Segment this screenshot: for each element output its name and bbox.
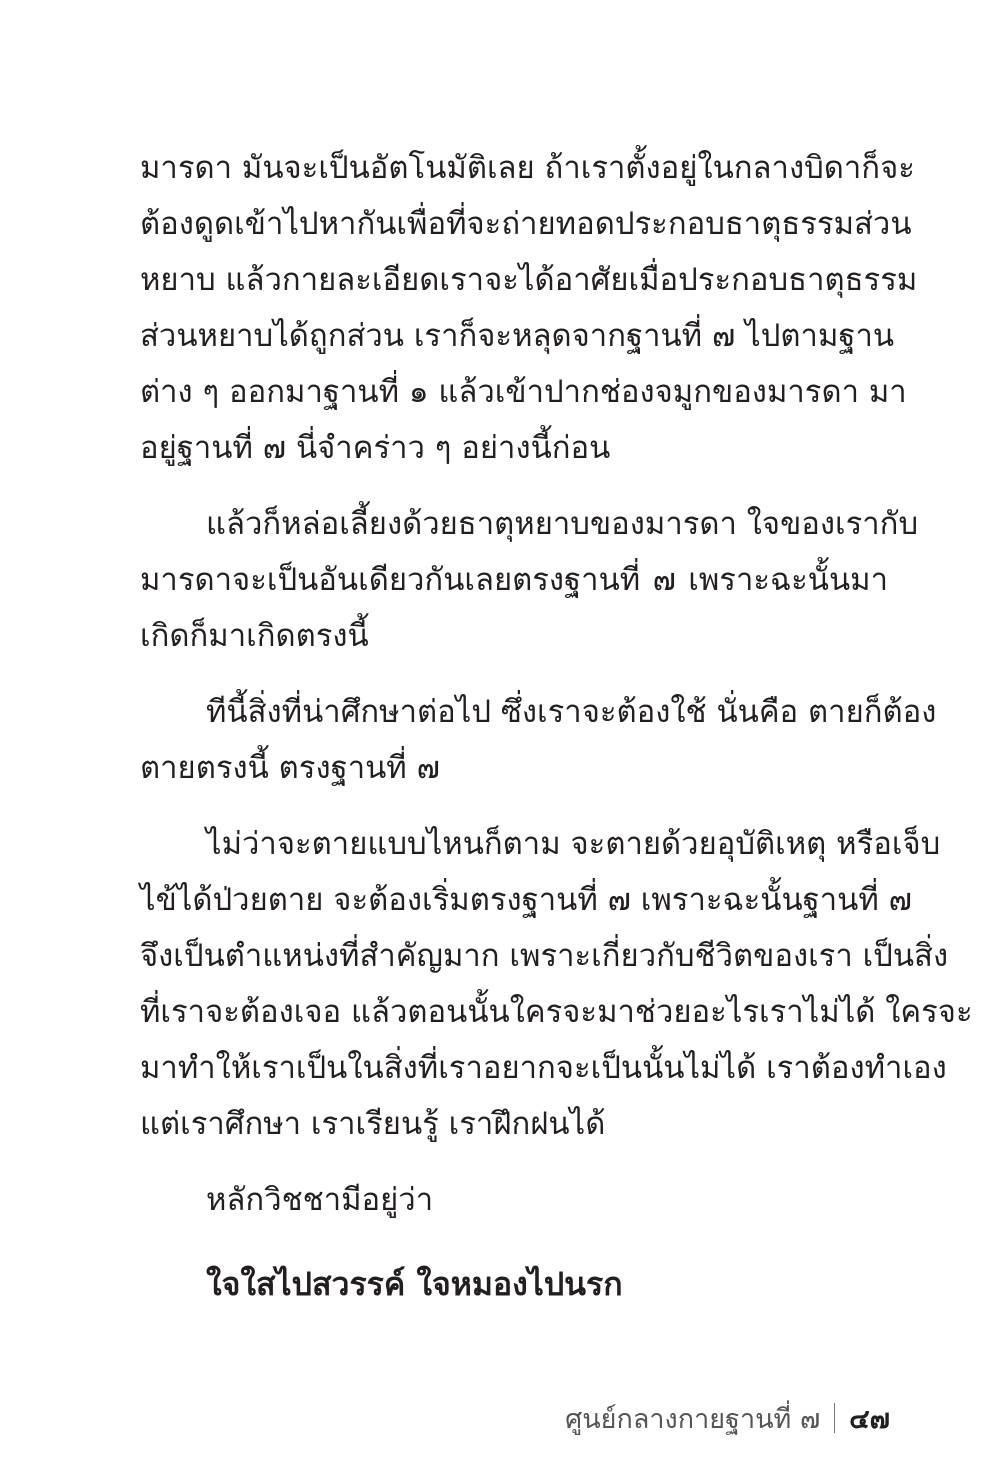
text-line: เกิดก็มาเกิดตรงนี้ — [140, 618, 369, 654]
text-line: ที่เราจะต้องเจอ แล้วตอนนั้นใครจะมาช่วยอะไรเราไม่ได้ ใครจะ — [140, 994, 973, 1030]
text-line: ไม่ว่าจะตายแบบไหนก็ตาม จะตายด้วยอุบัติเหตุ หรือเจ็บ — [206, 826, 941, 862]
section-heading: ใจใสไปสวรรค์ ใจหมองไปนรก — [206, 1265, 623, 1303]
text-line: แต่เราศึกษา เราเรียนรู้ เราฝึกฝนได้ — [140, 1106, 606, 1142]
paragraph-1 — [140, 140, 918, 476]
text-line: มารดา มันจะเป็นอัตโนมัติเลย ถ้าเราตั้งอยู่ในกลางบิดาก็จะ — [140, 150, 915, 186]
paragraph-2 — [140, 496, 919, 664]
text-line: ตายตรงนี้ ตรงฐานที่ ๗ — [140, 750, 440, 786]
paragraph-3 — [140, 684, 937, 796]
text-line: อยู่ฐานที่ ๗ นี่จำคร่าว ๆ อย่างนี้ก่อน — [140, 430, 611, 466]
text-line: แล้วก็หล่อเลี้ยงด้วยธาตุหยาบของมารดา ใจของเรากับ — [206, 506, 919, 542]
footer-divider — [834, 1403, 835, 1433]
page-footer — [565, 1398, 890, 1438]
paragraph-5 — [140, 1172, 888, 1228]
text-line: ไข้ได้ป่วยตาย จะต้องเริ่มตรงฐานที่ ๗ เพราะฉะนั้นฐานที่ ๗ — [140, 882, 912, 918]
text-line: ทีนี้สิ่งที่น่าศึกษาต่อไป ซึ่งเราจะต้องใช้ นั่นคือ ตายก็ต้อง — [206, 694, 937, 730]
paragraph-4 — [140, 816, 973, 1152]
text-line: หลักวิชชามีอยู่ว่า — [206, 1182, 434, 1218]
text-line: มาทำให้เราเป็นในสิ่งที่เราอยากจะเป็นนั้นไม่ได้ เราต้องทำเอง — [140, 1050, 947, 1086]
running-title: ศูนย์กลางกายฐานที่ ๗ — [565, 1403, 821, 1435]
text-line: ต้องดูดเข้าไปหากันเพื่อที่จะถ่ายทอดประกอบธาตุธรรมส่วน — [140, 206, 912, 242]
text-line: ต่าง ๆ ออกมาฐานที่ ๑ แล้วเข้าปากช่องจมูกของมารดา มา — [140, 374, 907, 410]
text-line: มารดาจะเป็นอันเดียวกันเลยตรงฐานที่ ๗ เพราะฉะนั้นมา — [140, 562, 888, 598]
body-text — [140, 140, 973, 1312]
text-line: จึงเป็นตำแหน่งที่สำคัญมาก เพราะเกี่ยวกับชีวิตของเรา เป็นสิ่ง — [140, 938, 949, 974]
page-number: ๔๗ — [849, 1403, 890, 1435]
text-line: ส่วนหยาบได้ถูกส่วน เราก็จะหลุดจากฐานที่ ๗ ไปตามฐาน — [140, 318, 895, 354]
text-line: หยาบ แล้วกายละเอียดเราจะได้อาศัยเมื่อประกอบธาตุธรรม — [140, 262, 918, 298]
